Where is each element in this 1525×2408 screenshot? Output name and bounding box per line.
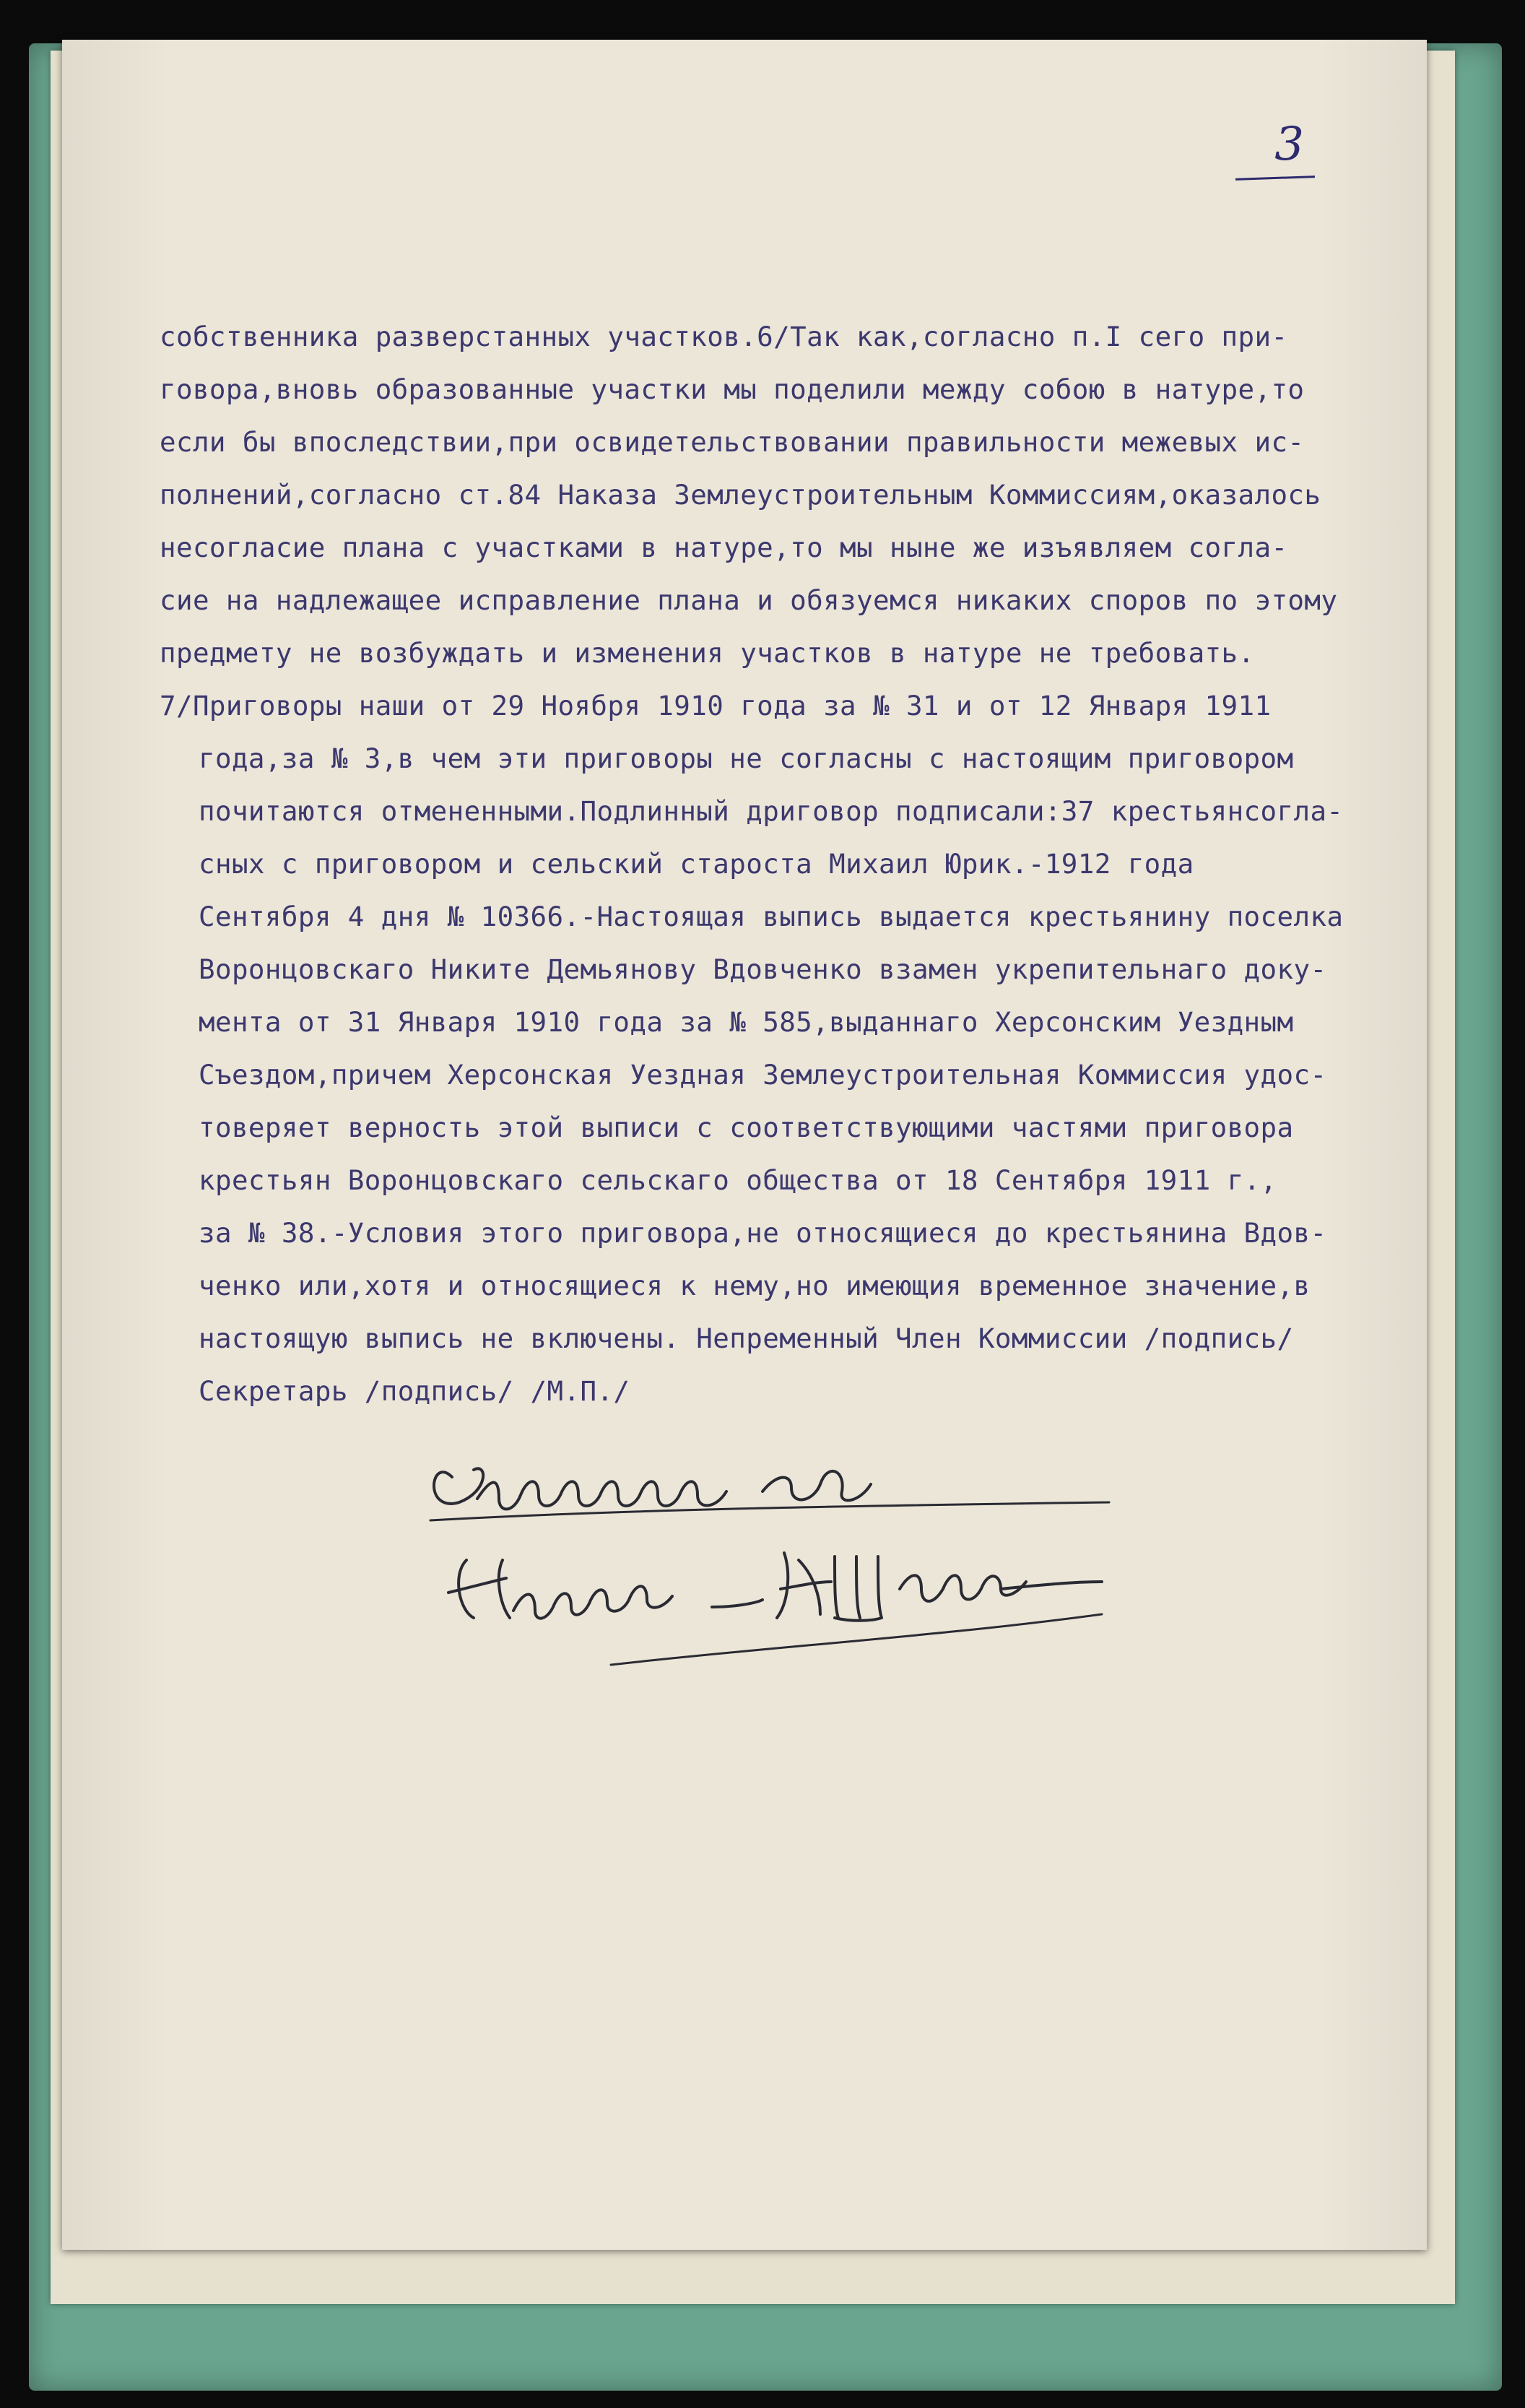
document-page xyxy=(62,40,1427,2250)
text-line: крестьян Воронцовскаго сельскаго общества от 18 Сентября 1911 г., xyxy=(199,1164,1277,1196)
text-line: сие на надлежащее исправление плана и обязуемся никаких споров по этому xyxy=(160,584,1338,616)
text-line: за № 38.-Условия этого приговора,не относящиеся до крестьянина Вдов- xyxy=(199,1217,1327,1249)
text-line: 7/Приговоры наши от 29 Ноября 1910 года за № 31 и от 12 Января 1911 xyxy=(160,690,1272,722)
text-line: мента от 31 Января 1910 года за № 585,выданнаго Херсонским Уездным xyxy=(199,1006,1294,1038)
text-line: собственника разверстанных участков.6/Так как,согласно п.I сего при- xyxy=(160,321,1288,352)
text-line: несогласие плана с участками в натуре,то мы ныне же изъявляем согла- xyxy=(160,532,1288,563)
typed-text xyxy=(160,311,1430,1418)
text-line: года,за № 3,в чем эти приговоры не согласны с настоящим приговором xyxy=(199,742,1294,774)
page-number-underline xyxy=(1235,176,1315,181)
text-line: полнений,согласно ст.84 Наказа Землеустроительным Коммиссиям,оказалось xyxy=(160,479,1321,511)
text-line: ченко или,хотя и относящиеся к нему,но имеющия временное значение,в xyxy=(199,1270,1311,1302)
handwritten-signature-image xyxy=(409,1434,1131,1672)
text-line: сных с приговором и сельский староста Михаил Юрик.-1912 года xyxy=(199,848,1194,880)
text-line: Воронцовскаго Никите Демьянову Вдовченко взамен укрепительнаго доку- xyxy=(199,953,1327,985)
text-line: Съездом,причем Херсонская Уездная Землеустроительная Коммиссия удос- xyxy=(199,1059,1327,1091)
text-line: почитаются отмененными.Подлинный дриговор подписали:37 крестьянсогла- xyxy=(199,795,1344,827)
text-line: Сентября 4 дня № 10366.-Настоящая выпись выдается крестьянину поселка xyxy=(199,901,1344,932)
text-line: если бы впоследствии,при освидетельствовании правильности межевых ис- xyxy=(160,426,1305,458)
text-line: Секретарь /подпись/ /М.П./ xyxy=(199,1375,630,1407)
text-line: говора,вновь образованные участки мы поделили между собою в натуре,то xyxy=(160,373,1305,405)
text-line: настоящую выпись не включены. Непременный Член Коммиссии /подпись/ xyxy=(199,1322,1294,1354)
text-line: товеряет верность этой выписи с соответствующими частями приговора xyxy=(199,1112,1294,1143)
page-number: 3 xyxy=(1274,118,1304,171)
text-line: предмету не возбуждать и изменения участков в натуре не требовать. xyxy=(160,637,1255,669)
